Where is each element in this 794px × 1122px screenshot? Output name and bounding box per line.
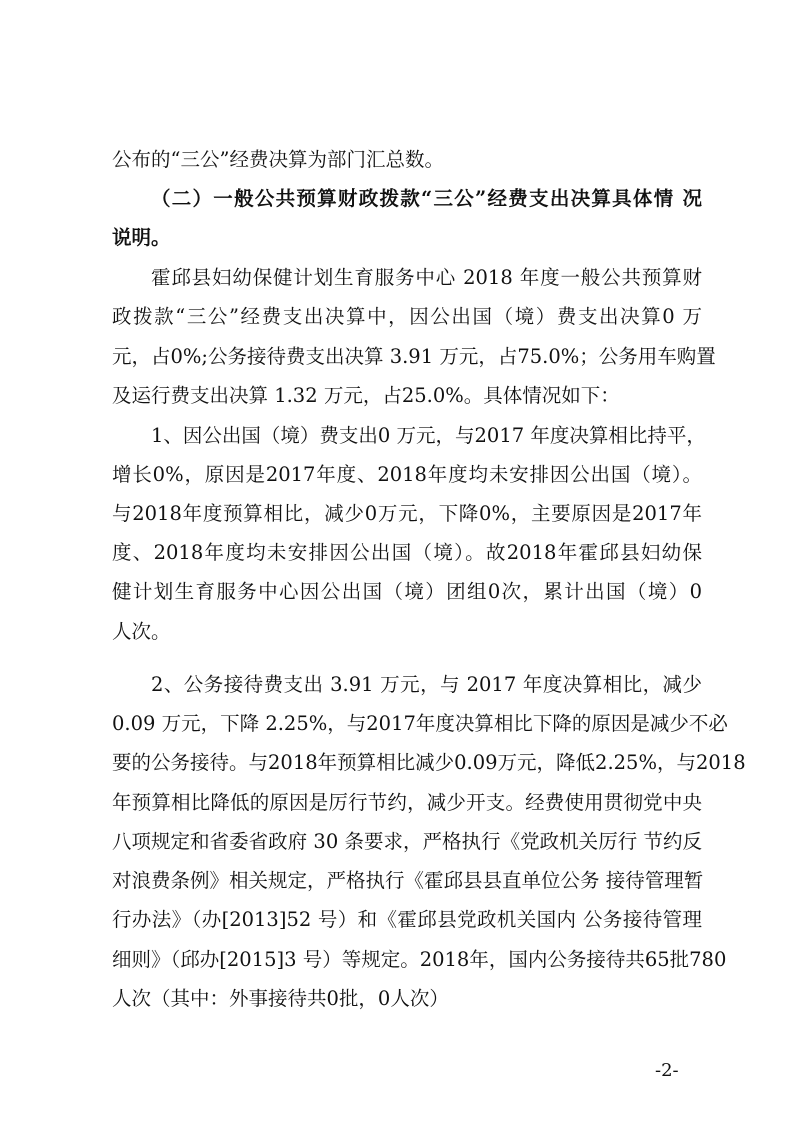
text-line: 人次（其中：外事接待共0批，0人次） [112, 987, 449, 1010]
text-line: 人次。 [112, 620, 171, 643]
text-line: 细则》（邱办[2015]3 号）等规定。2018年，国内公务接待共65批780 [112, 948, 727, 971]
text-line: 年预算相比降低的原因是厉行节约，减少开支。经费使用贯彻党中央 [112, 791, 702, 814]
section-heading-cont: 说明。 [112, 226, 171, 249]
text-line: 政拨款“三公”经费支出决算中，因公出国（境）费支出决算0 万 [112, 305, 702, 328]
text-line: 及运行费支出决算 1.32 万元，占25.0%。具体情况如下： [112, 384, 620, 407]
page-number: -2- [655, 1060, 679, 1081]
text-line: 与2018年度预算相比，减少0万元，下降0%，主要原因是2017年 [112, 502, 702, 525]
text-line: 对浪费条例》相关规定，严格执行《霍邱县县直单位公务 接待管理暂 [112, 869, 704, 892]
text-line: 2、公务接待费支出 3.91 万元，与 2017 年度决算相比，减少 [151, 673, 702, 696]
text-line: 公布的“三公”经费决算为部门汇总数。 [112, 148, 444, 171]
section-heading: （二）一般公共预算财政拨款“三公”经费支出决算具体情 况 [151, 187, 702, 210]
text-line: 度、2018年度均未安排因公出国（境）。故2018年霍邱县妇幼保 [112, 541, 702, 564]
text-line: 霍邱县妇幼保健计划生育服务中心 2018 年度一般公共预算财 [151, 266, 702, 289]
text-line: 增长0%，原因是2017年度、2018年度均未安排因公出国（境）。 [112, 463, 702, 486]
text-line: 健计划生育服务中心因公出国（境）团组0次，累计出国（境）0 [112, 580, 702, 603]
text-line: 要的公务接待。与2018年预算相比减少0.09万元，降低2.25%，与2018 [112, 751, 746, 774]
text-line: 行办法》（办[2013]52 号）和《霍邱县党政机关国内 公务接待管理 [112, 908, 702, 931]
text-line: 八项规定和省委省政府 30 条要求，严格执行《党政机关厉行 节约反 [112, 830, 702, 853]
text-line: 0.09 万元，下降 2.25%，与2017年度决算相比下降的原因是减少不必 [112, 712, 728, 735]
text-line: 元，占0%;公务接待费支出决算 3.91 万元，占75.0%；公务用车购置 [112, 345, 716, 368]
text-line: 1、因公出国（境）费支出0 万元，与2017 年度决算相比持平， [151, 424, 706, 447]
